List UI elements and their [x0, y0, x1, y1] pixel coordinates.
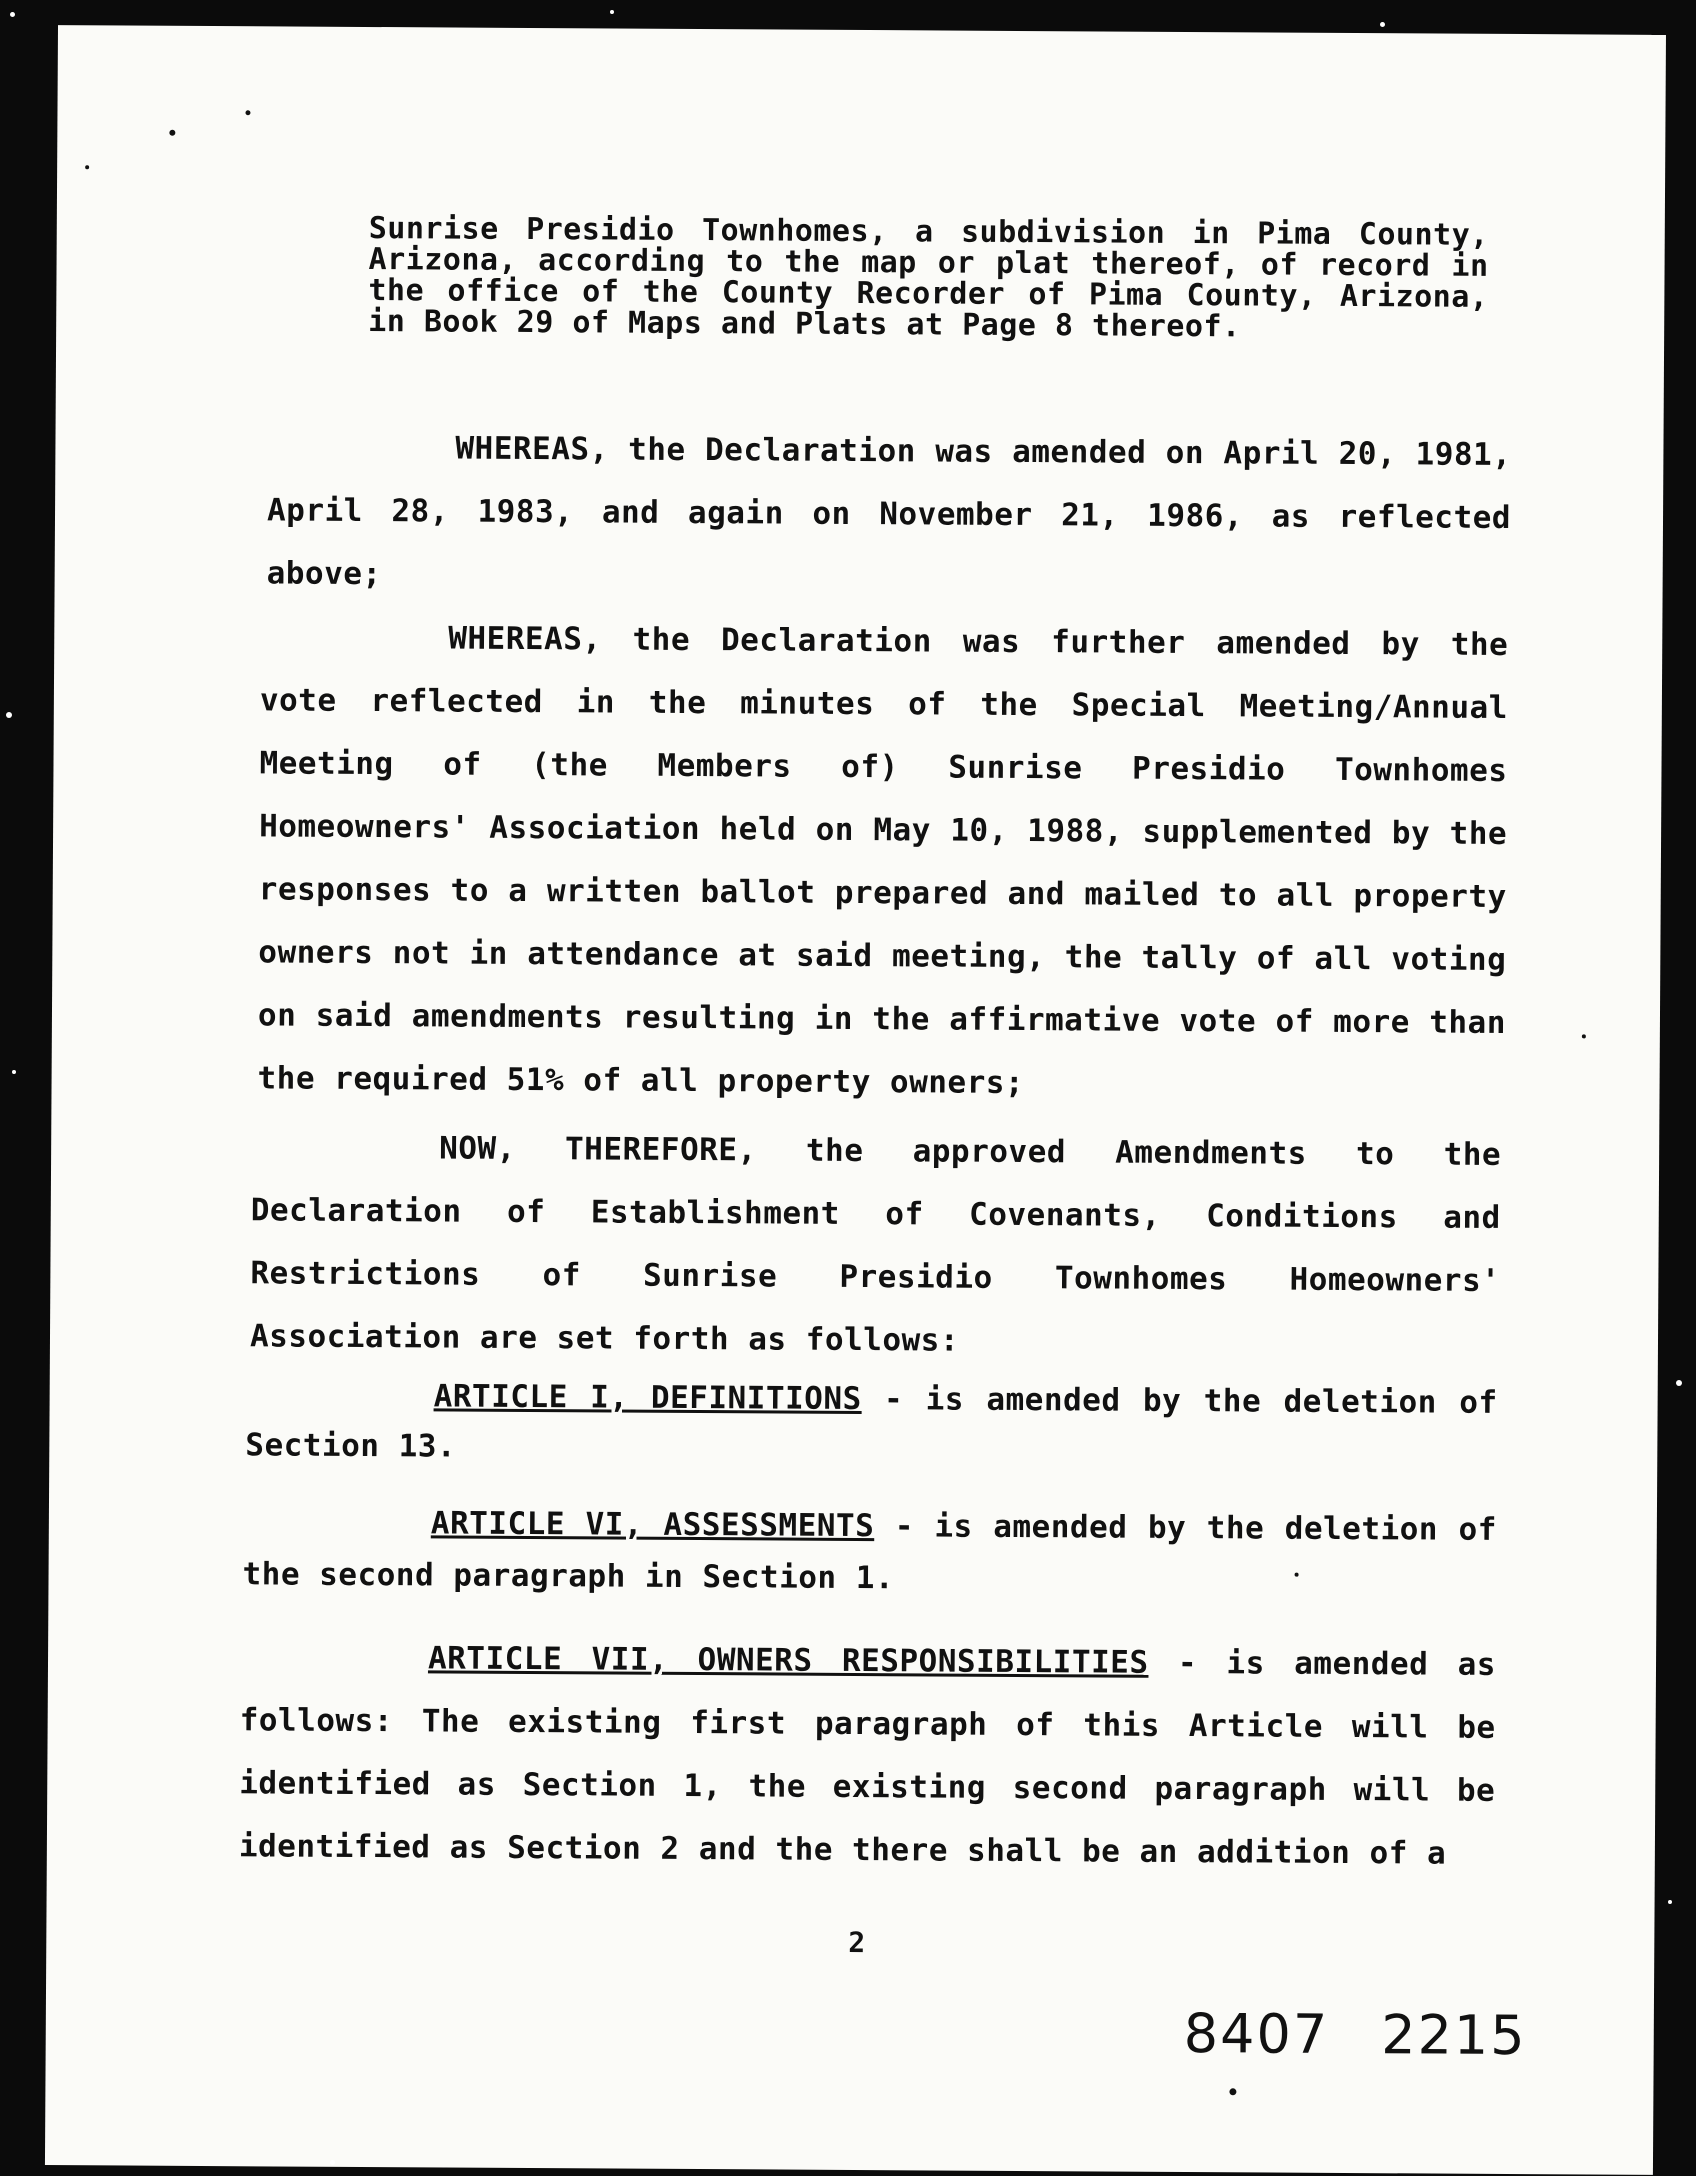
document-page: [45, 25, 1666, 2175]
border-speck: [1380, 22, 1385, 27]
recording-book-number: 8407: [1183, 2002, 1330, 2066]
border-speck: [610, 10, 614, 14]
article-1-paragraph: [245, 1370, 1498, 1478]
scan-speck: [85, 165, 89, 169]
scan-speck: [1229, 2088, 1236, 2095]
border-speck: [6, 712, 12, 718]
scan-speck: [245, 110, 250, 115]
legal-description: Sunrise Presidio Townhomes, a subdivision in Pima County, Arizona, according to the map or plat thereof, of record in the office of the County Recorder of Pima County, Arizona, in Book 29 of Maps and Plats at Page 8 thereof.: [368, 210, 1489, 345]
page-number: 2: [848, 1925, 866, 1960]
whereas-paragraph-1: WHEREAS, the Declaration was amended on April 20, 1981, April 28, 1983, and again on November 21, 1986, as reflected above;: [266, 430, 1512, 593]
border-speck: [12, 1070, 16, 1074]
border-speck: [330, 2160, 335, 2165]
scan-speck: [1582, 1034, 1586, 1038]
article-6-heading: ARTICLE VI, ASSESSMENTS: [430, 1505, 875, 1545]
article-1-text: - is amended by the deletion of Section 13.: [245, 1381, 1498, 1465]
recording-page-number: 2215: [1381, 2003, 1527, 2068]
recording-number: [1184, 2002, 1579, 2067]
border-speck: [1668, 1900, 1672, 1904]
article-7-heading: ARTICLE VII, OWNERS RESPONSIBILITIES: [427, 1640, 1149, 1681]
article-6-text: - is amended by the deletion of the second paragraph in Section 1.: [242, 1508, 1497, 1597]
article-7-paragraph: [239, 1626, 1497, 1886]
article-6-paragraph: [242, 1496, 1497, 1608]
article-1-heading: ARTICLE I, DEFINITIONS: [433, 1378, 862, 1418]
article-7-text: - is amended as follows: The existing first paragraph of this Article will be identified as Section 1, the existing second paragraph will be identified as Section 2 and the there shall be an addition of a: [238, 1644, 1497, 1872]
scan-speck: [169, 130, 175, 136]
whereas-paragraph-2: WHEREAS, the Declaration was further amended by the vote reflected in the minutes of the Special Meeting/Annual Meeting of (the Members of) Sunrise Presidio Townhomes Homeowners' Association held on May 10, 1988, supplemented by the responses to a written ballot prepared and mailed to all property owners not in attendance at said meeting, the tally of all voting on said amendments resulting in the affirmative vote of more than the required 51% of all property owners;: [257, 620, 1509, 1102]
border-speck: [10, 12, 15, 17]
therefore-paragraph: NOW, THEREFORE, the approved Amendments to the Declaration of Establishment of Covenants, Conditions and Restrictions of Sunrise Presidio Townhomes Homeowners' Association are set forth as follows:: [249, 1130, 1502, 1359]
border-speck: [1676, 1380, 1682, 1386]
